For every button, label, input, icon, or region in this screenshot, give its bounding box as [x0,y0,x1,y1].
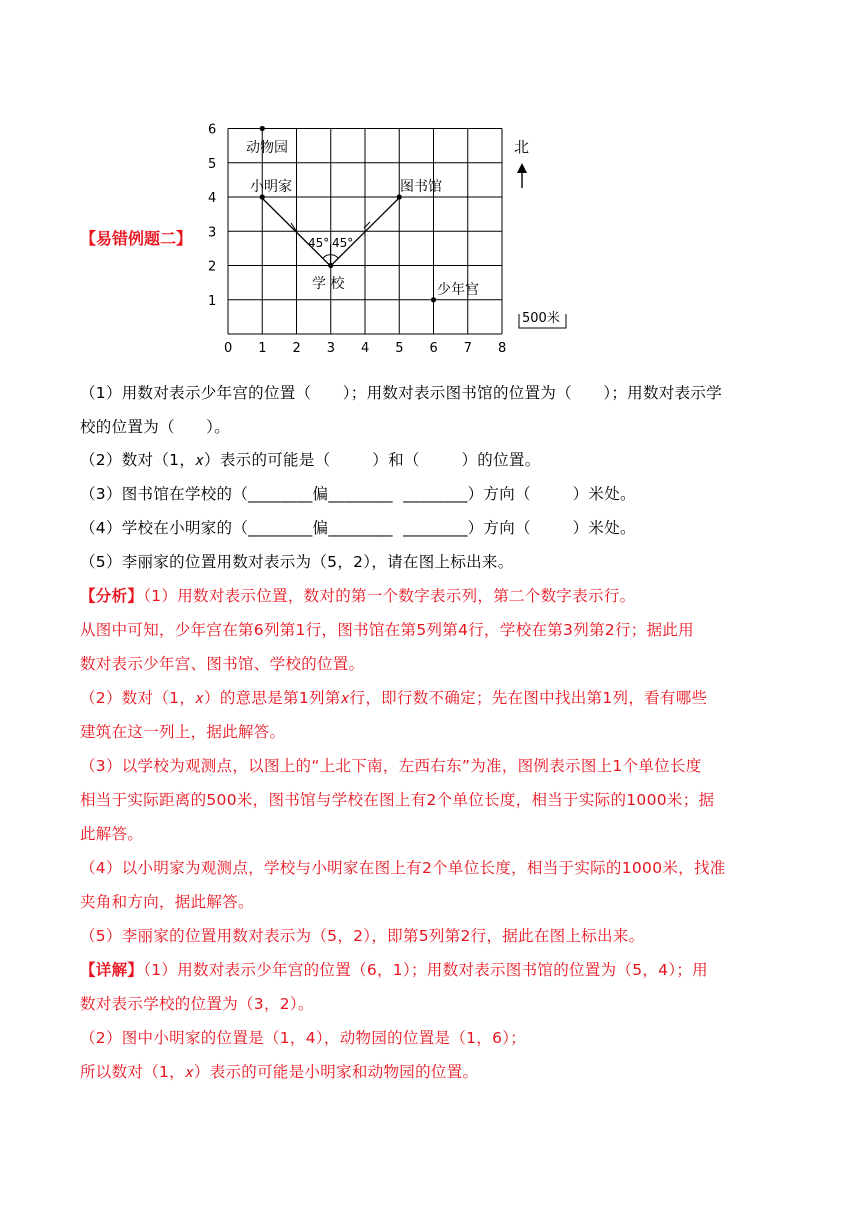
home-label: 小明家 [250,179,292,195]
analysis-line-2: 从图中可知，少年宫在第6列第1行，图书馆在第5列第4行，学校在第3列第2行；据此用 [80,621,694,639]
y-tick-label: 3 [208,225,217,241]
analysis-text-1: （1）用数对表示位置，数对的第一个数字表示列，第二个数字表示行。 [143,587,636,605]
analysis-line-7: 相当于实际距离的500米，图书馆与学校在图上有2个单位长度，相当于实际的1000米；据 [80,791,715,809]
question-2: （2）数对（1，𝑥）表示的可能是（ ）和（ ）的位置。 [80,451,541,469]
zoo-label: 动物园 [246,140,288,156]
north-arrow-icon [517,163,527,173]
x-tick-label: 7 [463,341,473,356]
analysis-line-1 [80,585,635,607]
detail-line-1 [80,959,708,981]
detail-text-1: （1）用数对表示少年宫的位置（6，1）；用数对表示图书馆的位置为（5，4）；用 [143,961,708,979]
x-tick-label: 2 [292,341,301,356]
library-label: 图书馆 [400,179,442,195]
analysis-line-10: 夹角和方向，据此解答。 [80,893,254,911]
y-tick-label: 1 [208,293,217,309]
coordinate-grid-figure [200,118,580,358]
question-4: （4）学校在小明家的（________偏________ ________）方向（ ）米处。 [80,519,636,537]
analysis-line-4: （2）数对（1，𝑥）的意思是第1列第𝑥行，即行数不确定；先在图中找出第1列，看有哪些 [80,689,708,707]
y-tick-label: 4 [208,191,217,206]
analysis-line-9: （4）以小明家为观测点，学校与小明家在图上有2个单位长度，相当于实际的1000米，找准 [80,859,726,877]
x-tick-label: 1 [258,341,267,356]
analysis-heading: 【分析】 [80,587,144,605]
analysis-line-3: 数对表示少年宫、图书馆、学校的位置。 [80,655,365,673]
palace-point [431,297,436,302]
home-point [260,194,265,199]
analysis-line-5: 建筑在这一列上，据此解答。 [80,723,286,741]
detail-heading: 【详解】 [80,961,144,979]
x-tick-label: 6 [429,341,438,356]
school-point [328,263,333,268]
palace-label: 少年宫 [437,282,479,298]
question-1a: （1）用数对表示少年宫的位置（ ）；用数对表示图书馆的位置为（ ）；用数对表示学 [80,384,722,402]
x-tick-label: 5 [395,341,404,356]
zoo-point [260,126,265,131]
angle-label-right: 45° [332,236,354,250]
analysis-line-11: （5）李丽家的位置用数对表示为（5，2），即第5列第2行，据此在图上标出来。 [80,927,645,945]
question-3: （3）图书馆在学校的（________偏________ ________）方向（ ）米处。 [80,485,636,503]
analysis-line-8: 此解答。 [80,825,144,843]
library-point [397,194,402,199]
question-1b: 校的位置为（ ）。 [80,418,231,436]
y-tick-label: 2 [208,259,217,275]
school-label: 学 校 [312,276,345,292]
question-5: （5）李丽家的位置用数对表示为（5，2），请在图上标出来。 [80,553,514,571]
north-label: 北 [514,138,530,156]
analysis-line-6: （3）以学校为观测点，以图上的“上北下南，左西右东”为准，图例表示图上1个单位长度 [80,757,702,775]
example-tag: 【易错例题二】 [80,229,193,248]
detail-line-3: （2）图中小明家的位置是（1，4），动物园的位置是（1，6）； [80,1029,527,1047]
x-tick-label: 4 [361,341,370,356]
x-tick-label: 8 [498,341,507,356]
x-tick-label: 0 [224,341,233,356]
detail-line-2: 数对表示学校的位置为（3，2）。 [80,995,314,1013]
scale-label: 500米 [522,311,560,326]
y-tick-label: 6 [208,122,217,138]
detail-line-4: 所以数对（1，𝑥）表示的可能是小明家和动物园的位置。 [80,1063,479,1081]
angle-label-left: 45° [308,236,330,250]
y-tick-label: 5 [208,156,217,172]
x-tick-label: 3 [326,341,336,356]
